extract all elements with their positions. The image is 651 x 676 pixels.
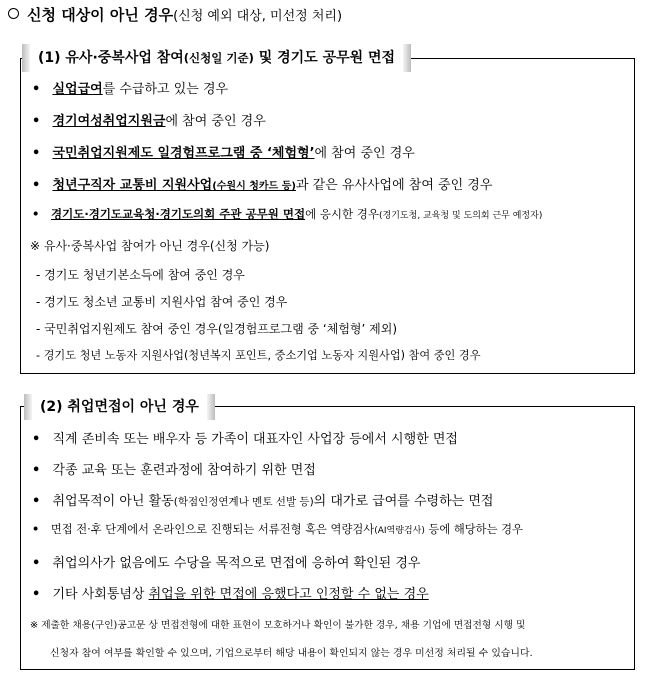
section1-title-small: (신청일 기준) xyxy=(183,51,254,65)
section2-title: (2) 취업면접이 아닌 경우 xyxy=(30,394,209,420)
section1-item: • 국민취업지원제도 일경험프로그램 중 ‘체험형’에 참여 중인 경우 xyxy=(32,142,415,161)
section1-item: • 경기여성취업지원금에 참여 중인 경우 xyxy=(32,110,266,129)
section2-item: • 각종 교육 또는 훈련과정에 참여하기 위한 면접 xyxy=(32,459,316,478)
exception-item: - 경기도 청소년 교통비 지원사업 참여 중인 경우 xyxy=(36,295,288,309)
section2-item: • 취업목적이 아닌 활동(학점인정연계나 멘토 선발 등)의 대가로 급여를 수령하는 면접 xyxy=(32,490,493,509)
footnote-line-2: 신청자 참여 여부를 확인할 수 있으며, 기업으로부터 해당 내용이 확인되지 않는 경우 미선정 처리될 수 있습니다. xyxy=(50,648,533,659)
circle-bullet-icon xyxy=(8,8,19,19)
heading-main: 신청 대상이 아닌 경우 xyxy=(27,6,174,24)
section1-item: • 청년구직자 교통비 지원사업(수원시 청카드 등)과 같은 유사사업에 참여 중인 경우 xyxy=(32,174,492,193)
section1-title-a: (1) 유사·중복사업 참여 xyxy=(38,50,184,66)
section2-item: • 기타 사회통념상 취업을 위한 면접에 응했다고 인정할 수 없는 경우 xyxy=(32,583,429,602)
page-title xyxy=(8,4,342,25)
section2-item: • 면접 전·후 단계에서 온라인으로 진행되는 서류전형 혹은 역량검사(AI역량검사) 등에 해당하는 경우 xyxy=(32,521,523,537)
section1-title-b: 및 경기도 공무원 면접 xyxy=(253,50,396,66)
section1-item: • 실업급여를 수급하고 있는 경우 xyxy=(32,78,228,97)
exception-item: - 경기도 청년기본소득에 참여 중인 경우 xyxy=(36,268,245,282)
exception-item: - 경기도 청년 노동자 지원사업(청년복지 포인트, 중소기업 노동자 지원사업) 참여 중인 경우 xyxy=(36,349,481,362)
section1-item: • 경기도·경기도교육청·경기도의회 주관 공무원 면접에 응시한 경우(경기도청, 교육청 및 도의회 근무 예정자) xyxy=(32,206,542,222)
footnote-line-1: ※ 제출한 채용(구인)공고문 상 면접전형에 대한 표현이 모호하거나 확인이 불가한 경우, 채용 기업에 면접전형 시행 및 xyxy=(30,620,526,631)
exception-item: - 국민취업지원제도 참여 중인 경우(일경험프로그램 중 ‘체험형’ 제외) xyxy=(36,322,398,336)
heading-sub: (신청 예외 대상, 미선정 처리) xyxy=(173,9,343,24)
section2-item: • 직계 존비속 또는 배우자 등 가족이 대표자인 사업장 등에서 시행한 면접 xyxy=(32,428,458,447)
section1-note: ※ 유사·중복사업 참여가 아닌 경우(신청 가능) xyxy=(30,239,270,253)
section1-title xyxy=(28,44,405,72)
section2-item: • 취업의사가 없음에도 수당을 목적으로 면접에 응하여 확인된 경우 xyxy=(32,552,420,571)
